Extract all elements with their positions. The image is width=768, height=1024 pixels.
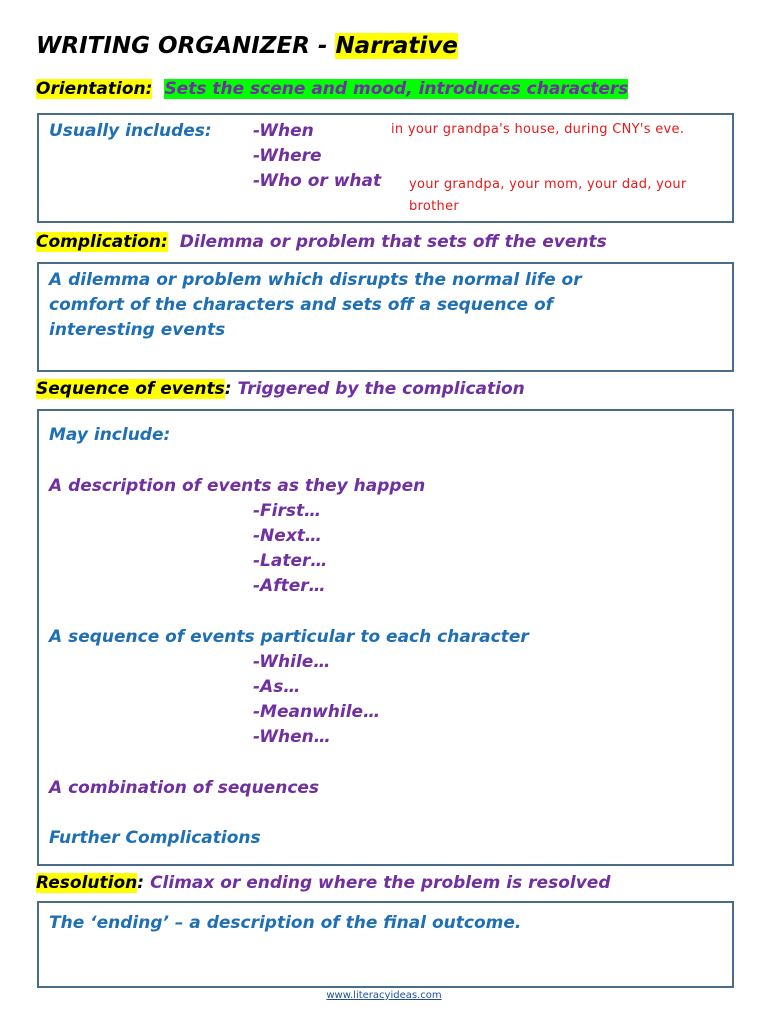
sequence-box	[37, 409, 734, 866]
title-highlight: Narrative	[335, 33, 458, 59]
particular-while: -While…	[253, 652, 331, 672]
particular-when: -When…	[253, 727, 331, 747]
note-who-2: brother	[409, 199, 460, 214]
resolution-desc: Climax or ending where the problem is resolved	[150, 873, 611, 893]
sequence-label: Sequence of events	[36, 379, 225, 399]
resolution-colon: :	[137, 873, 145, 893]
event-after: -After…	[253, 576, 326, 596]
combination: A combination of sequences	[49, 778, 320, 798]
complication-label: Complication:	[36, 232, 168, 252]
item-when: -When	[253, 121, 314, 141]
orientation-desc: Sets the scene and mood, introduces characters	[164, 79, 629, 99]
event-first: -First…	[253, 501, 322, 521]
sequence-heading	[36, 379, 525, 399]
orientation-label: Orientation:	[36, 79, 153, 99]
resolution-box	[37, 901, 734, 988]
particular-as: -As…	[253, 677, 301, 697]
event-later: -Later…	[253, 551, 328, 571]
item-who: -Who or what	[253, 171, 382, 191]
complication-line-3: interesting events	[49, 320, 226, 340]
orientation-box	[37, 113, 734, 223]
complication-box	[37, 262, 734, 372]
complication-heading	[36, 232, 607, 252]
further: Further Complications	[49, 828, 261, 848]
includes-label: Usually includes:	[49, 121, 212, 141]
particular: A sequence of events particular to each character	[49, 627, 529, 647]
event-next: -Next…	[253, 526, 322, 546]
orientation-heading	[36, 79, 628, 99]
note-when: in your grandpa's house, during CNY's eve.	[391, 122, 685, 137]
note-who-1: your grandpa, your mom, your dad, your	[409, 177, 687, 192]
resolution-body: The ‘ending’ – a description of the final outcome.	[49, 913, 522, 933]
particular-meanwhile: -Meanwhile…	[253, 702, 381, 722]
sequence-desc: Triggered by the complication	[237, 379, 525, 399]
resolution-label: Resolution	[36, 873, 138, 893]
complication-desc: Dilemma or problem that sets off the events	[179, 232, 607, 252]
item-where: -Where	[253, 146, 322, 166]
title-main: WRITING ORGANIZER -	[36, 33, 336, 59]
desc-events: A description of events as they happen	[49, 476, 426, 496]
complication-line-2: comfort of the characters and sets off a sequence of	[49, 295, 554, 315]
resolution-heading	[36, 873, 610, 893]
may-include: May include:	[49, 425, 171, 445]
complication-line-1: A dilemma or problem which disrupts the normal life or	[49, 270, 582, 290]
page-title	[36, 33, 458, 59]
footer-link[interactable]: www.literacyideas.com	[326, 990, 442, 1001]
sequence-colon: :	[224, 379, 232, 399]
